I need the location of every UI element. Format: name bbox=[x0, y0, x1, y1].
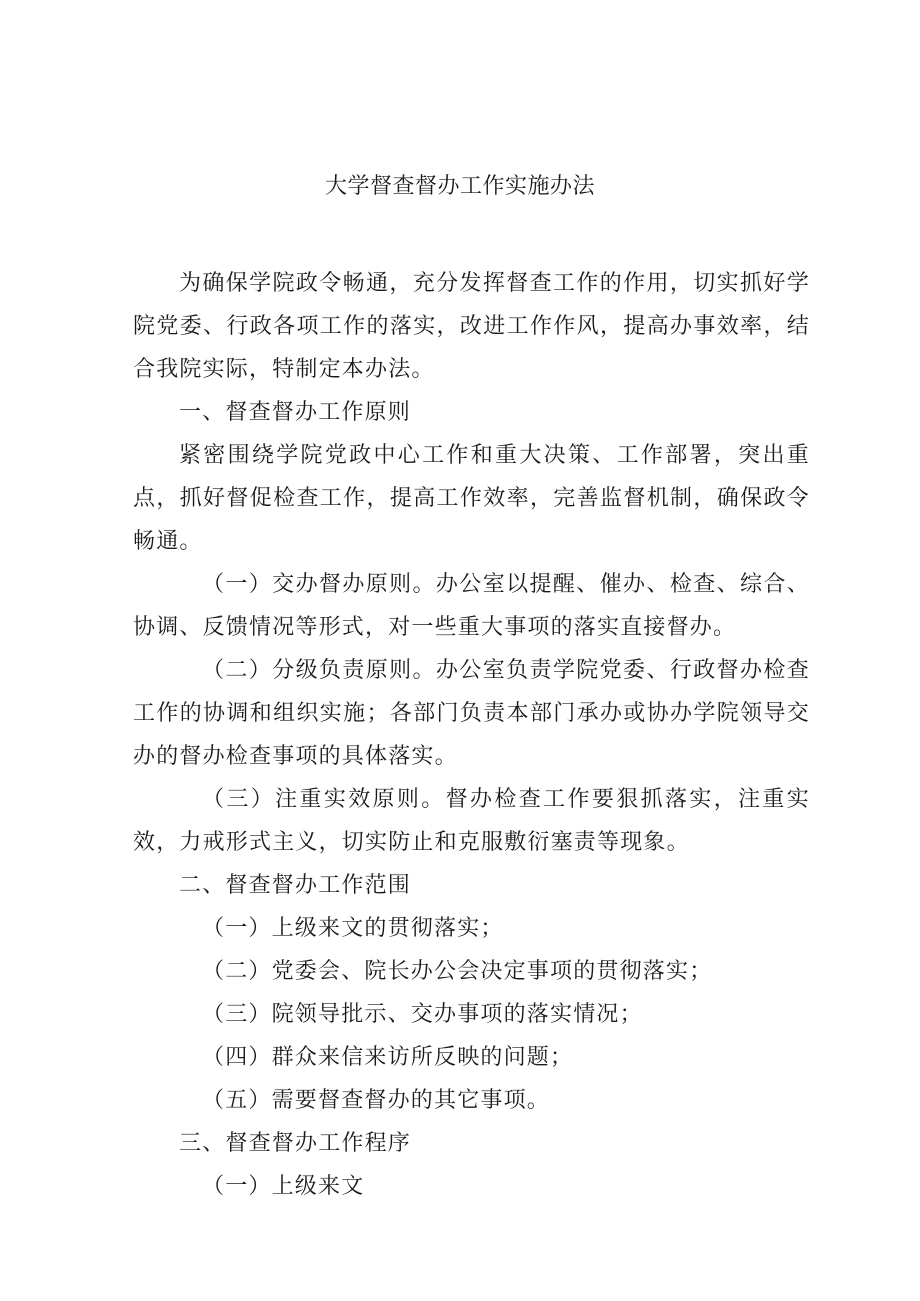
document-body bbox=[133, 262, 810, 1208]
paragraph-intro: 为确保学院政令畅通，充分发挥督查工作的作用，切实抓好学院党委、行政各项工作的落实，改进工作作风，提高办事效率，结合我院实际，特制定本办法。 bbox=[133, 271, 810, 382]
list-item-scope-1: （一）上级来文的贯彻落实； bbox=[202, 916, 504, 941]
paragraph-principle-3: （三）注重实效原则。督办检查工作要狠抓落实，注重实效，力戒形式主义，切实防止和克服敷衍塞责等现象。 bbox=[133, 787, 810, 855]
section-heading-principles: 一、督查督办工作原则 bbox=[179, 400, 412, 425]
list-item-scope-2: （二）党委会、院长办公会决定事项的贯彻落实； bbox=[202, 959, 713, 984]
list-item-scope-5: （五）需要督查督办的其它事项。 bbox=[202, 1088, 551, 1113]
list-item-scope-3: （三）院领导批示、交办事项的落实情况； bbox=[202, 1002, 643, 1027]
section-heading-scope: 二、督查督办工作范围 bbox=[179, 873, 412, 898]
list-item-scope-4: （四）群众来信来访所反映的问题； bbox=[202, 1045, 574, 1070]
paragraph-principle-1: （一）交办督办原则。办公室以提醒、催办、检查、综合、协调、反馈情况等形式，对一些重大事项的落实直接督办。 bbox=[133, 572, 810, 640]
paragraph-principles: 紧密围绕学院党政中心工作和重大决策、工作部署，突出重点，抓好督促检查工作，提高工作效率，完善监督机制，确保政令畅通。 bbox=[133, 443, 810, 554]
subheading-procedure-1: （一）上级来文 bbox=[202, 1174, 365, 1199]
paragraph-principle-2: （二）分级负责原则。办公室负责学院党委、行政督办检查工作的协调和组织实施；各部门负责本部门承办或协办学院领导交办的督办检查事项的具体落实。 bbox=[133, 658, 810, 769]
document-title: 大学督查督办工作实施办法 bbox=[324, 174, 595, 199]
section-heading-procedure: 三、督查督办工作程序 bbox=[179, 1131, 412, 1156]
